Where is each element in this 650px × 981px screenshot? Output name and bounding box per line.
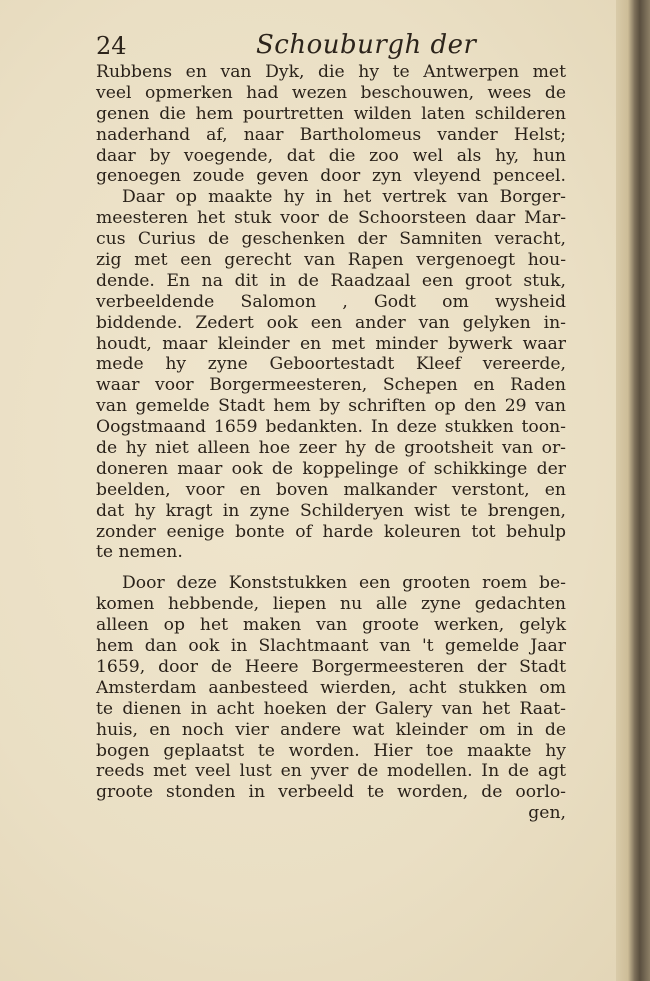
- text-line: groote stonden in verbeeld te worden, de oorlo-: [96, 782, 566, 803]
- text-line: hem dan ook in Slachtmaant van 't gemelde Jaar: [96, 636, 566, 657]
- paragraph-3: [96, 573, 566, 803]
- text-line: reeds met veel lust en yver de modellen. In de agt: [96, 761, 566, 782]
- text-line: alleen op het maken van groote werken, gelyk: [96, 615, 566, 636]
- text-line: bogen geplaatst te worden. Hier toe maakte hy: [96, 740, 566, 761]
- running-title: Schouburgh der: [256, 30, 477, 60]
- text-line: naderhand af, naar Bartholomeus vander Helst;: [96, 124, 566, 145]
- page-number: 24: [96, 32, 127, 60]
- paragraph-2: [96, 187, 566, 563]
- text-line: genen die hem pourtretten wilden laten schilderen: [96, 103, 566, 124]
- text-line: genoegen zoude geven door zyn vleyend penceel.: [96, 166, 566, 187]
- text-line: dende. En na dit in de Raadzaal een groot stuk,: [96, 270, 566, 291]
- text-line: Rubbens en van Dyk, die hy te Antwerpen met: [96, 62, 566, 82]
- text-line: houdt, maar kleinder en met minder bywerk waar: [96, 333, 566, 354]
- text-line: Amsterdam aanbesteed wierden, acht stukken om: [96, 677, 566, 698]
- text-line: komen hebbende, liepen nu alle zyne gedachten: [96, 594, 566, 615]
- text-line: 1659, door de Heere Borgermeesteren der Stadt: [96, 656, 566, 677]
- text-line: Oogstmaand 1659 bedankten. In deze stukken toon-: [96, 417, 566, 438]
- text-line: de hy niet alleen hoe zeer hy de grootsheit van or-: [96, 438, 566, 459]
- text-line: verbeeldende Salomon , Godt om wysheid: [96, 291, 566, 312]
- text-line: te nemen.: [96, 542, 183, 563]
- text-line: zig met een gerecht van Rapen vergenoegt hou-: [96, 250, 566, 271]
- text-line: Daar op maakte hy in het vertrek van Borger-: [122, 187, 566, 208]
- page-gutter: [616, 0, 650, 981]
- text-line: cus Curius de geschenken der Samniten veracht,: [96, 229, 566, 250]
- text-line: huis, en noch vier andere wat kleinder om in de: [96, 719, 566, 740]
- text-line: veel opmerken had wezen beschouwen, wees de: [96, 82, 566, 103]
- body-text: [96, 62, 566, 824]
- text-line: zonder eenige bonte of harde koleuren tot behulp: [96, 521, 566, 542]
- catchword: gen,: [528, 803, 566, 824]
- text-line: biddende. Zedert ook een ander van gelyken in-: [96, 312, 566, 333]
- page-header: [96, 30, 576, 64]
- text-line: van gemelde Stadt hem by schriften op den 29 van: [96, 396, 566, 417]
- paragraph-1: [96, 62, 566, 187]
- text-line: Door deze Konststukken een grooten roem be-: [122, 573, 566, 594]
- text-line: mede hy zyne Geboortestadt Kleef vereerde,: [96, 354, 566, 375]
- text-line: doneren maar ook de koppelinge of schikkinge der: [96, 458, 566, 479]
- text-line: meesteren het stuk voor de Schoorsteen daar Mar-: [96, 208, 566, 229]
- text-line: dat hy kragt in zyne Schilderyen wist te brengen,: [96, 500, 566, 521]
- text-line: daar by voegende, dat die zoo wel als hy, hun: [96, 145, 566, 166]
- text-line: beelden, voor en boven malkander verstont, en: [96, 479, 566, 500]
- text-line: te dienen in acht hoeken der Galery van het Raat-: [96, 698, 566, 719]
- text-line: waar voor Borgermeesteren, Schepen en Raden: [96, 375, 566, 396]
